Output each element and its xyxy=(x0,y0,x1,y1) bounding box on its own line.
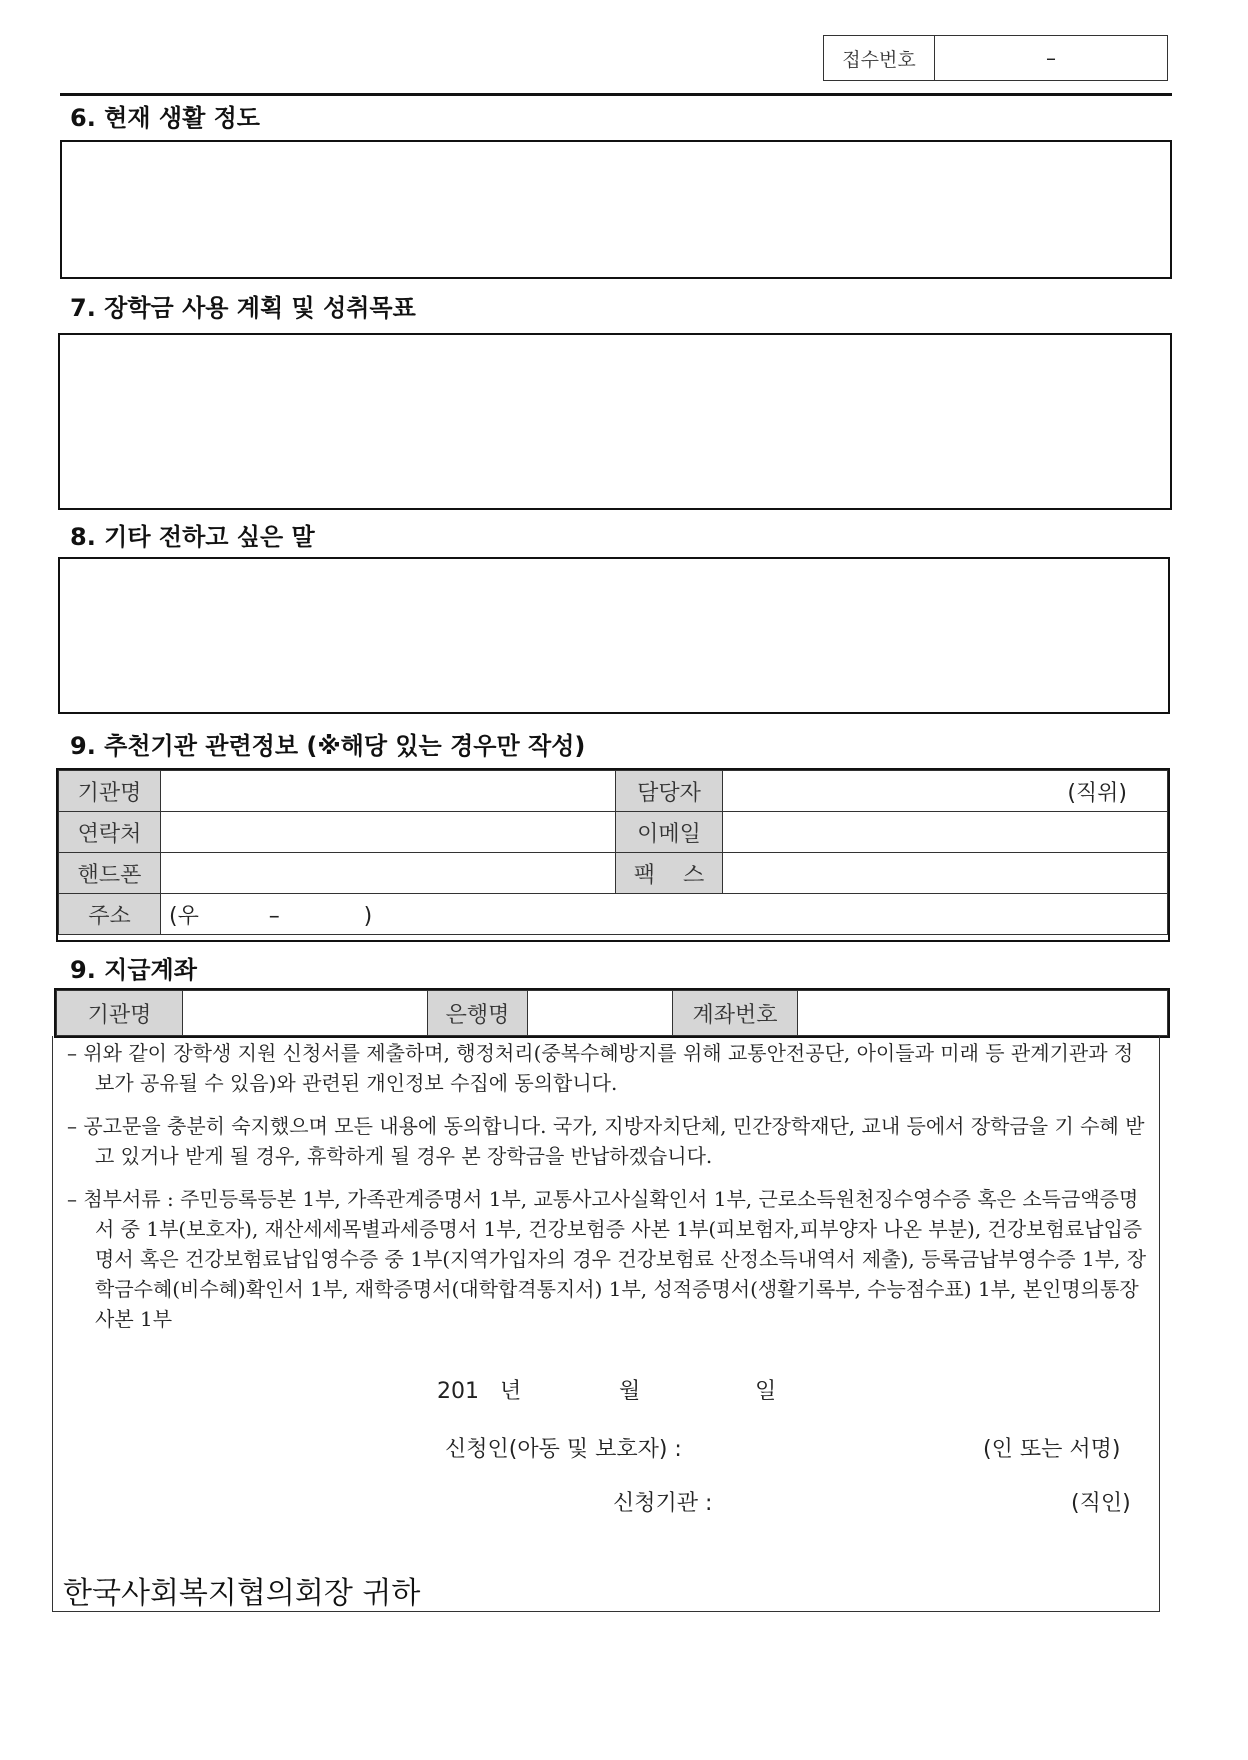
section-9-account-title: 9. 지급계좌 xyxy=(70,956,197,984)
note-personal-info: – 위와 같이 장학생 지원 신청서를 제출하며, 행정처리(중복수혜방지를 위해 교통안전공단, 아이들과 미래 등 관계기관과 정보가 공유될 수 있음)와 관련된 개인정보 수집에 동의합니다. xyxy=(67,1041,1134,1095)
fax-label: 팩 스 xyxy=(616,853,723,894)
address-input[interactable]: (우 – ) xyxy=(161,894,1168,935)
receipt-number-label: 접수번호 xyxy=(824,36,935,80)
address-label: 주소 xyxy=(59,894,161,935)
mobile-input[interactable] xyxy=(161,853,616,894)
account-number-label: 계좌번호 xyxy=(673,991,798,1036)
section-9-recommend-title: 9. 추천기관 관련정보 (※해당 있는 경우만 작성) xyxy=(70,732,586,760)
applicant-signature[interactable]: (인 또는 서명) xyxy=(983,1437,1121,1462)
manager-input[interactable] xyxy=(723,771,1168,812)
note-attachments: – 첨부서류 : 주민등록등본 1부, 가족관계증명서 1부, 교통사고사실확인서 1부, 근로소득원천징수영수증 혹은 소득금액증명서 중 1부(보호자), 재산세세목별과세증명서 1부, 건강보험증 사본 1부(피보험자,피부양자 나온 부분), 건강보험료납입증명서 혹은 건강보험료납입영수증 중 1부(지역가입자의 경우 건강보험료 산정소득내역서 제출), 등록금납부영수증 1부, 장학금수혜(비수혜)확인서 1부, 재학증명서(대학합격통지서) 1부, 성적증명서(생활기록부, 수능점수표) 1부, 본인명의통장 사본 1부 xyxy=(67,1187,1147,1331)
account-org-label: 기관명 xyxy=(57,991,183,1036)
receipt-number-field[interactable]: – xyxy=(1046,46,1056,70)
applicant-label: 신청인(아동 및 보호자) : xyxy=(445,1437,682,1462)
contact-label: 연락처 xyxy=(59,812,161,853)
org-name-label: 기관명 xyxy=(59,771,161,812)
account-info-table xyxy=(54,988,1170,1038)
mobile-label: 핸드폰 xyxy=(59,853,161,894)
contact-input[interactable] xyxy=(161,812,616,853)
addressee: 한국사회복지협의회장 귀하 xyxy=(63,1576,421,1611)
date-day[interactable]: 일 xyxy=(755,1379,777,1404)
recommend-info-table xyxy=(56,768,1170,942)
consent-block xyxy=(52,1036,1160,1612)
fax-input[interactable] xyxy=(723,853,1168,894)
email-input[interactable] xyxy=(723,812,1168,853)
receipt-number-box xyxy=(823,35,1168,81)
date-month[interactable]: 월 xyxy=(619,1379,641,1404)
account-number-input[interactable] xyxy=(798,991,1168,1036)
note-agreement: – 공고문을 충분히 숙지했으며 모든 내용에 동의합니다. 국가, 지방자치단체, 민간장학재단, 교내 등에서 장학금을 기 수혜 받고 있거나 받게 될 경우, 휴학하게 될 경우 본 장학금을 반납하겠습니다. xyxy=(67,1114,1145,1168)
institution-seal[interactable]: (직인) xyxy=(1071,1491,1131,1516)
manager-label: 담당자 xyxy=(616,771,723,812)
section-6-title: 6. 현재 생활 정도 xyxy=(70,104,260,132)
email-label: 이메일 xyxy=(616,812,723,853)
scholarship-plan-field[interactable] xyxy=(58,333,1172,510)
section-8-title: 8. 기타 전하고 싶은 말 xyxy=(70,523,315,551)
account-org-input[interactable] xyxy=(183,991,428,1036)
position-label: (직위) xyxy=(1067,780,1127,806)
bank-name-label: 은행명 xyxy=(428,991,528,1036)
date-year[interactable]: 201 년 xyxy=(437,1379,522,1404)
section-7-title: 7. 장학금 사용 계획 및 성취목표 xyxy=(70,294,416,322)
living-situation-field[interactable] xyxy=(60,140,1172,279)
institution-label: 신청기관 : xyxy=(613,1491,713,1516)
other-message-field[interactable] xyxy=(58,557,1170,714)
org-name-input[interactable] xyxy=(161,771,616,812)
header-rule xyxy=(60,93,1172,96)
bank-name-input[interactable] xyxy=(528,991,673,1036)
